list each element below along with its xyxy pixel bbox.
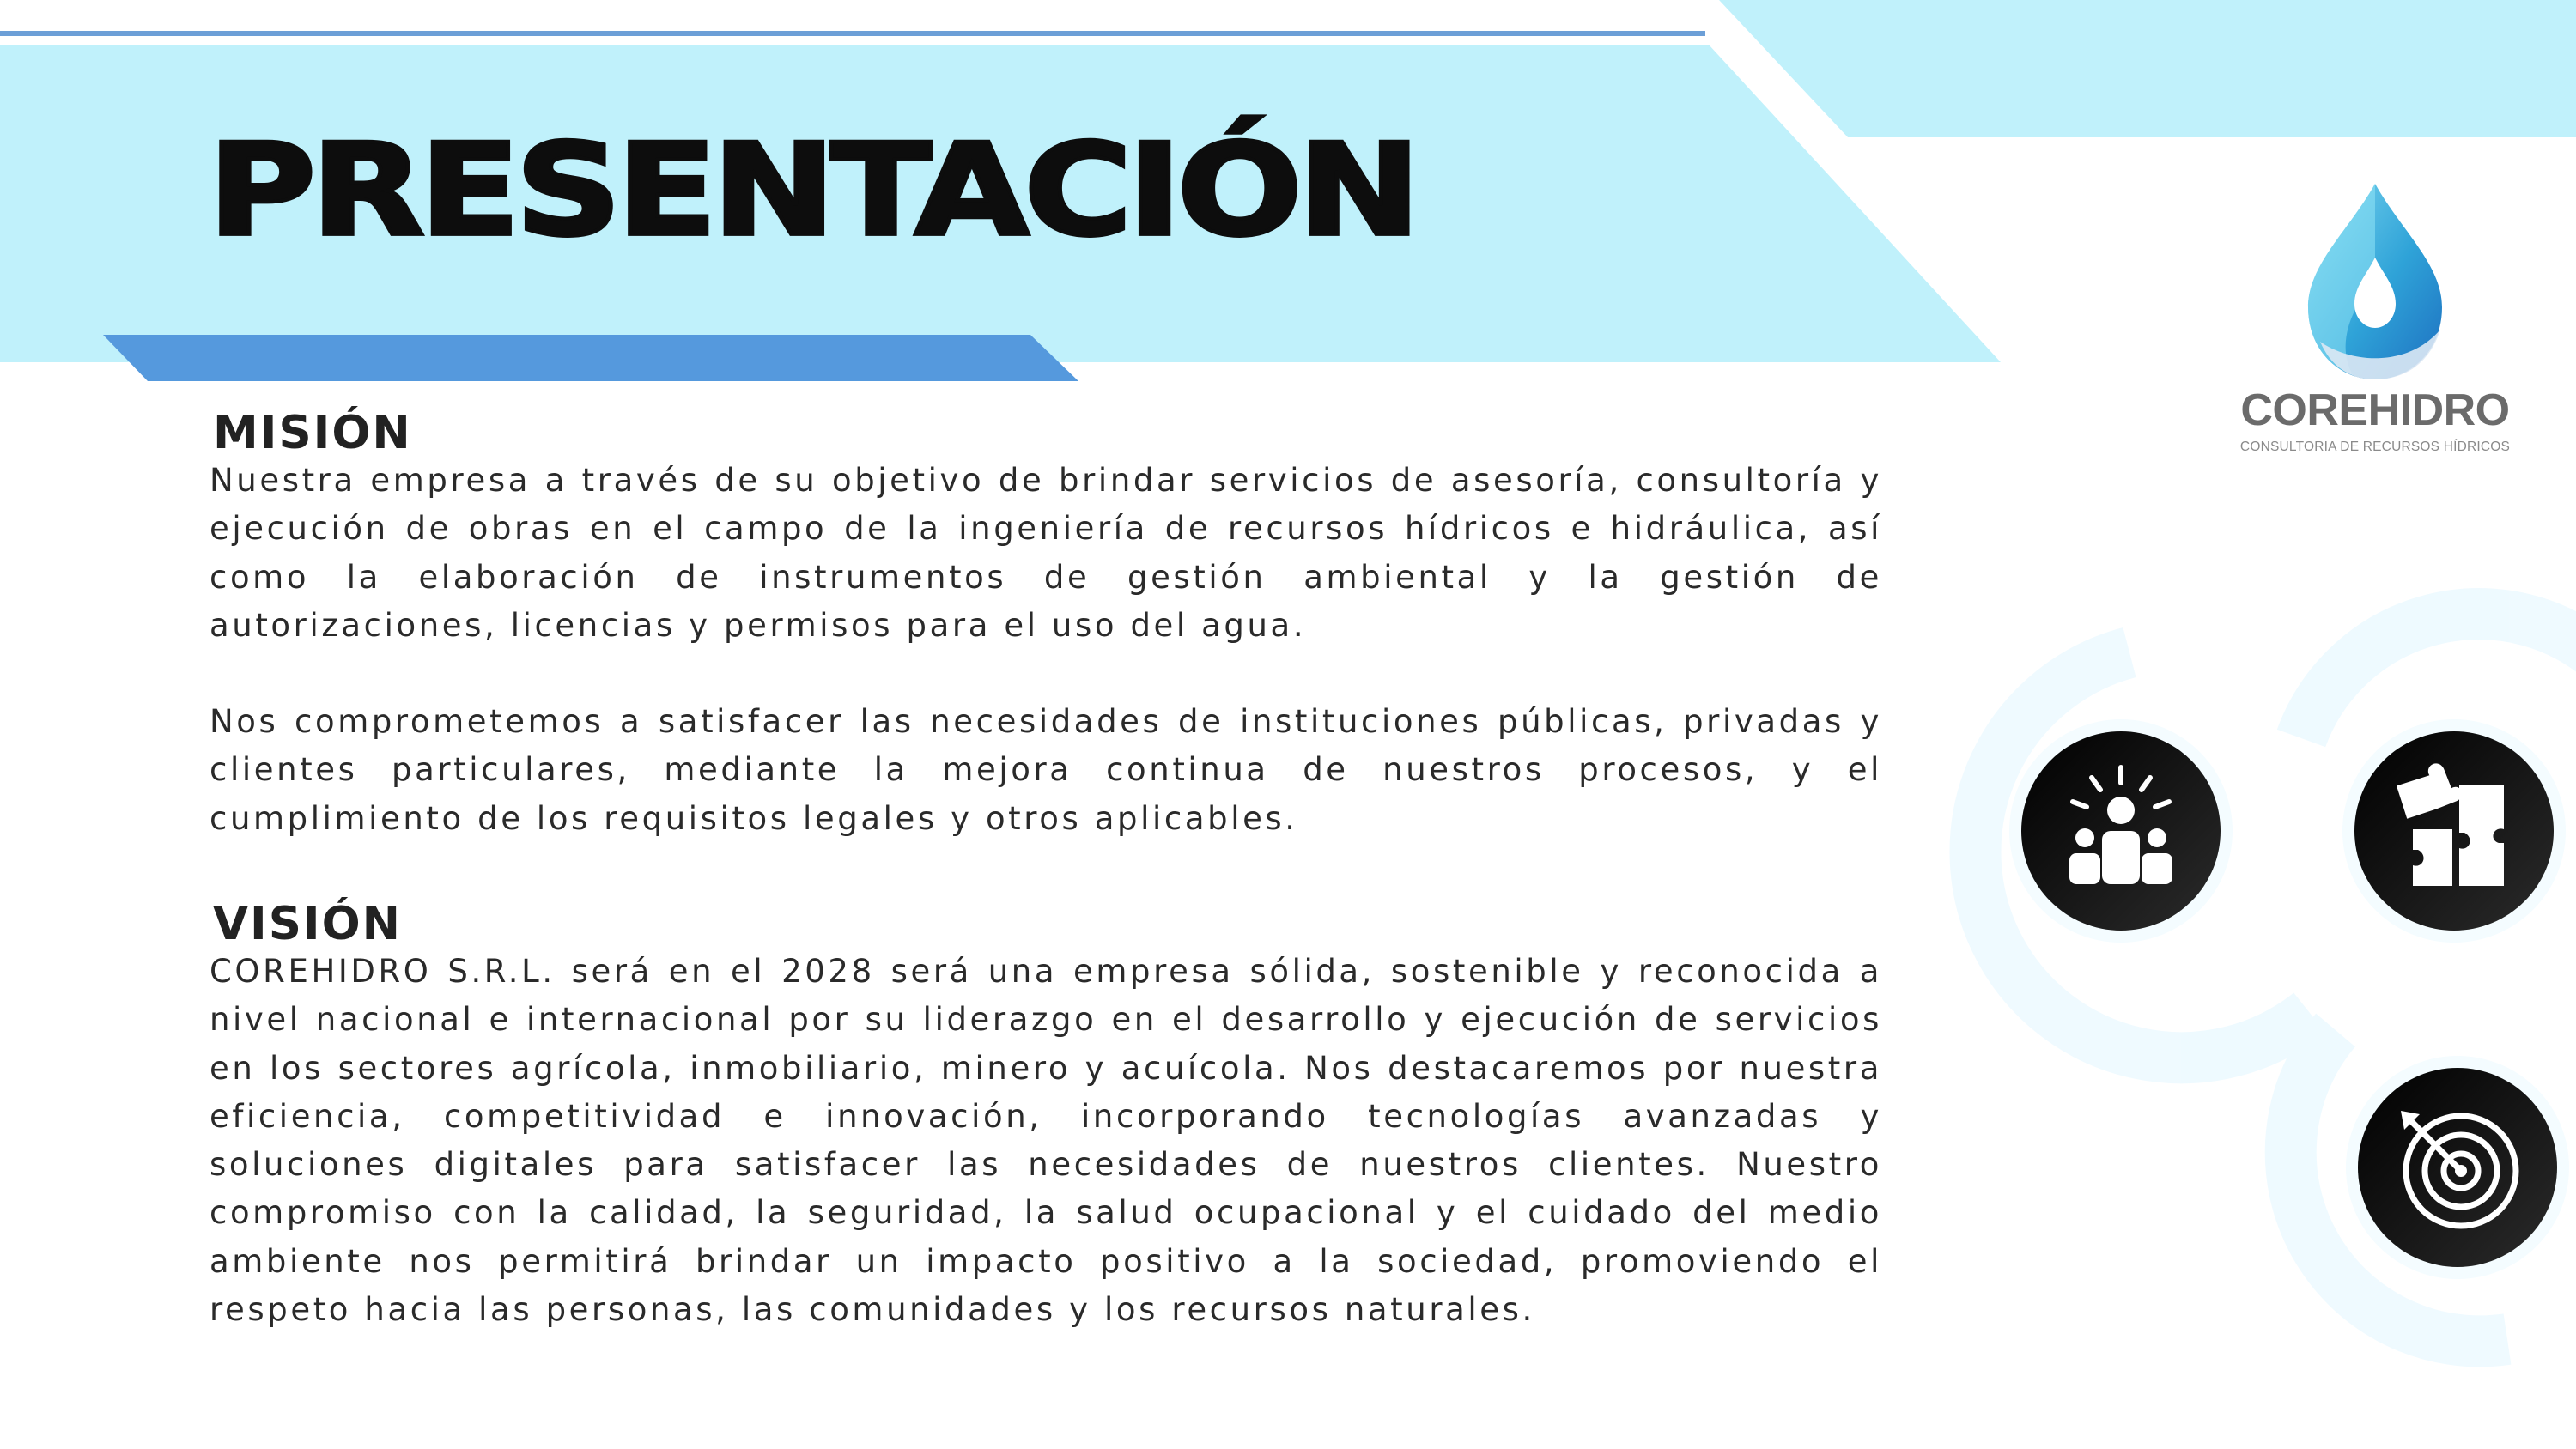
- target-icon: [2354, 1064, 2561, 1270]
- company-logo: [2238, 179, 2512, 470]
- water-drop-icon: [2238, 179, 2512, 385]
- accent-bar: [103, 335, 1078, 381]
- mission-heading: MISIÓN: [213, 407, 412, 459]
- logo-tagline: CONSULTORIA DE RECURSOS HÍDRICOS: [2239, 440, 2511, 454]
- vision-heading: VISIÓN: [213, 898, 403, 950]
- top-line: [0, 31, 1705, 36]
- puzzle-icon: [2351, 728, 2557, 934]
- page-title: PRESENTACIÓN: [208, 116, 1416, 264]
- vision-paragraph: COREHIDRO S.R.L. será en el 2028 será una empresa sólida, sostenible y reconocida a nivel nacional e internacional por su liderazgo en el desarrollo y ejecución de servicios en los sectores agrícola, inmobiliario, minero y acuícola. Nos destacaremos por nuestra eficiencia, competitividad e innovación, incorporando tecnologías avanzadas y soluciones digitales para satisfacer las necesidades de nuestros clientes. Nuestro compromiso con la calidad, la seguridad, la salud ocupacional y el cuidado del medio ambiente nos permitirá brindar un impacto positivo a la sociedad, promoviendo el respeto hacia las personas, las comunidades y los recursos naturales.: [210, 953, 1882, 1329]
- mission-paragraph-2: Nos comprometemos a satisfacer las necesidades de instituciones públicas, privadas y clientes particulares, mediante la mejora continua de nuestros procesos, y el cumplimiento de los requisitos legales y otros aplicables.: [210, 703, 1882, 837]
- logo-name: COREHIDRO: [2240, 385, 2510, 435]
- team-leader-icon: [2018, 728, 2224, 934]
- mission-paragraph-1: Nuestra empresa a través de su objetivo de brindar servicios de asesoría, consultoría y ejecución de obras en el campo de la ingeniería de recursos hídricos e hidráulica, así como la elaboración de instrumentos de gestión ambiental y la gestión de autorizaciones, licencias y permisos para el uso del agua.: [210, 462, 1882, 644]
- top-right-band: [1719, 0, 2576, 137]
